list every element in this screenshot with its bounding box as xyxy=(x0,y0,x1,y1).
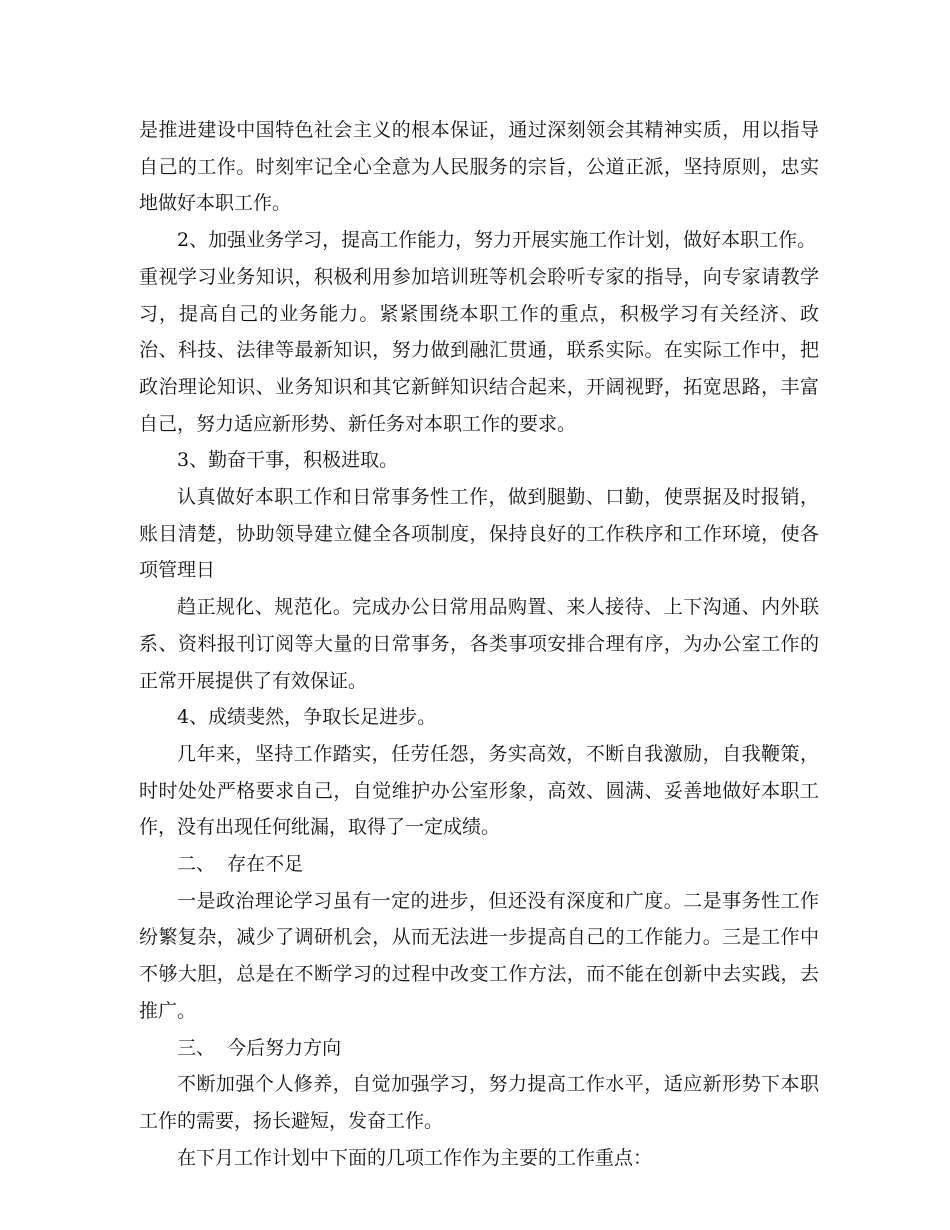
paragraph-business-study: 重视学习业务知识，积极利用参加培训班等机会聆听专家的指导，向专家请教学习，提高自己的业务能力。紧紧围绕本职工作的重点，积极学习有关经济、政治、科技、法律等最新知识，努力做到融汇贯通，联系实际。在实际工作中，把政治理论知识、业务知识和其它新鲜知识结合起来，开阔视野，拓宽思路，丰富自己，努力适应新形势、新任务对本职工作的要求。 xyxy=(139,265,819,435)
paragraph-future-direction: 不断加强个人修养，自觉加强学习，努力提高工作水平，适应新形势下本职工作的需要，扬长避短，发奋工作。 xyxy=(139,1073,819,1132)
section-heading-3: 3、勤奋干事，积极进取。 xyxy=(177,449,399,472)
section-heading-4: 4、成绩斐然，争取长足进步。 xyxy=(177,706,437,729)
paragraph-daily-work: 认真做好本职工作和日常事务性工作，做到腿勤、口勤，使票据及时报销，账目清楚，协助领导建立健全各项制度，保持良好的工作秩序和工作环境，使各项管理日 xyxy=(139,486,819,582)
paragraph-shortcomings: 一是政治理论学习虽有一定的进步，但还没有深度和广度。二是事务性工作纷繁复杂，减少了调研机会，从而无法进一步提高自己的工作能力。三是工作中不够大胆，总是在不断学习的过程中改变工作方法，而不能在创新中去实践，去推广。 xyxy=(139,889,819,1022)
section-heading-future-direction: 三、 今后努力方向 xyxy=(177,1036,342,1059)
paragraph-standardization: 趋正规化、规范化。完成办公日常用品购置、来人接待、上下沟通、内外联系、资料报刊订阅等大量的日常事务，各类事项安排合理有序，为办公室工作的正常开展提供了有效保证。 xyxy=(139,596,819,692)
paragraph-continuation: 是推进建设中国特色社会主义的根本保证，通过深刻领会其精神实质，用以指导自己的工作。时刻牢记全心全意为人民服务的宗旨，公道正派，坚持原则，忠实地做好本职工作。 xyxy=(139,119,819,215)
section-heading-2: 2、加强业务学习，提高工作能力，努力开展实施工作计划，做好本职工作。 xyxy=(177,229,817,252)
document-body xyxy=(139,112,819,1176)
section-heading-shortcomings: 二、 存在不足 xyxy=(177,853,304,876)
paragraph-next-month-plan: 在下月工作计划中下面的几项工作作为主要的工作重点： xyxy=(177,1146,653,1169)
paragraph-achievements: 几年来，坚持工作踏实，任劳任怨，务实高效，不断自我激励，自我鞭策，时时处处严格要求自己，自觉维护办公室形象，高效、圆满、妥善地做好本职工作，没有出现任何纰漏，取得了一定成绩。 xyxy=(139,742,819,839)
